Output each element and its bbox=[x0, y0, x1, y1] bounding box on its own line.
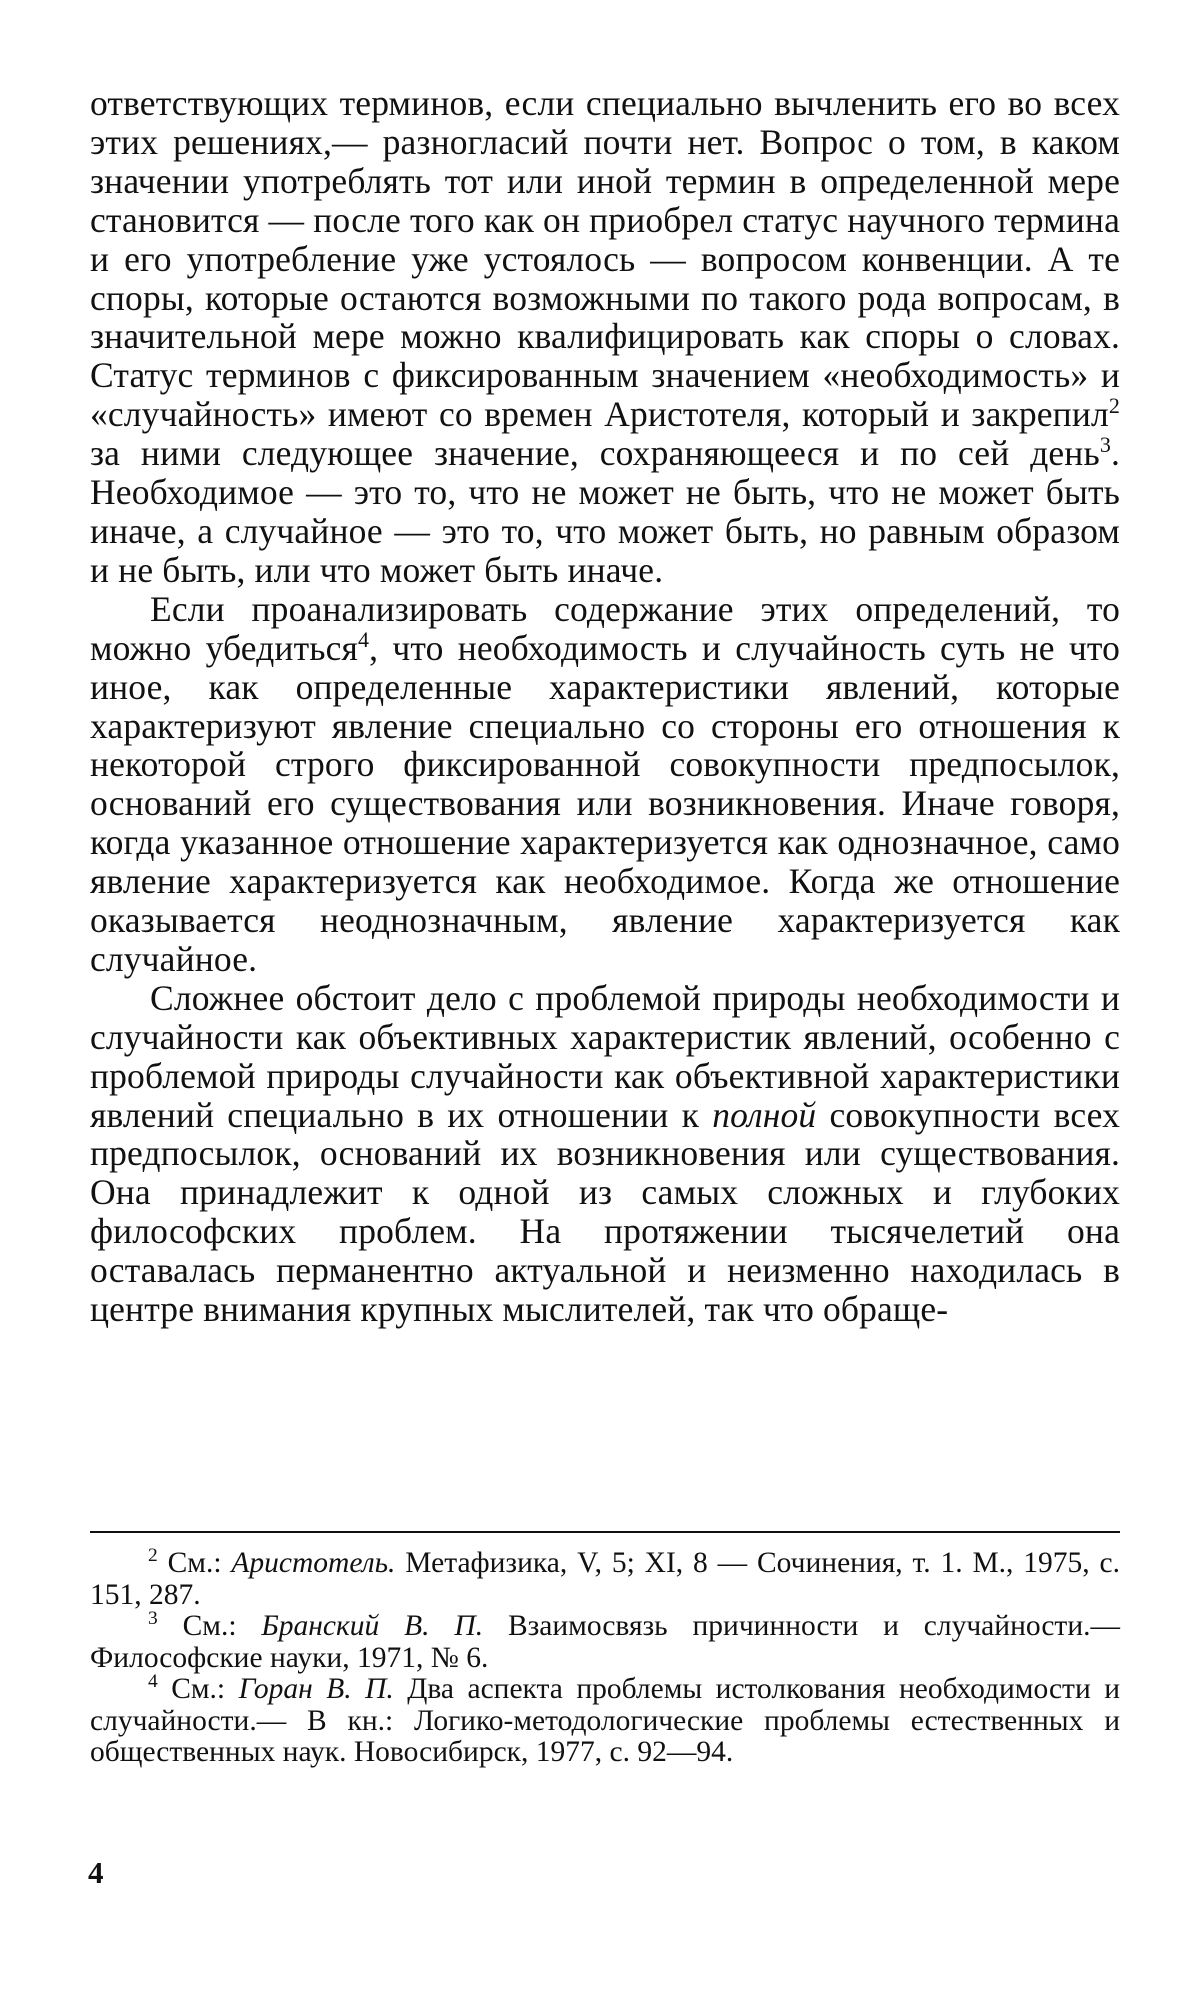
footnote-3-mark: 3 bbox=[148, 1608, 158, 1630]
page-number: 4 bbox=[88, 1855, 104, 1890]
paragraph-2 bbox=[90, 590, 1120, 979]
footnote-ref-4: 4 bbox=[357, 626, 370, 652]
footnote-4-prefix: См.: bbox=[157, 1673, 239, 1705]
footnote-4 bbox=[90, 1671, 1120, 1769]
footnote-ref-3: 3 bbox=[1099, 432, 1111, 458]
paragraph-1-text-c: . Необходимое — это то, что не может не быть, что не может быть иначе, а случайное — это то, что может быть, но равным образом и не быть, или что может быть иначе. bbox=[90, 433, 1120, 590]
paragraph-1-text-a: ответствующих терминов, если специально вычленить его во всех этих решениях,— разногласий почти нет. Вопрос о том, в каком значении употреблять тот или иной термин в определенной мере становится — после того как он приобрел статус научного термина и его употребление уже устоялось — вопросом конвенции. А те споры, которые остаются возможными по такого рода вопросам, в значительной мере можно квалифицировать как споры о словах. Статус терминов с фиксированным значением «необходимость» и «случайность» имеют со времен Аристотеля, который и закрепил bbox=[90, 83, 1120, 435]
paragraph-3-italic-word: полной bbox=[712, 1094, 817, 1135]
paragraph-3-text-a: Сложнее обстоит дело с проблемой природы необходимости и случайности как объективных характеристик явлений, особенно с проблемой природы случайности как объективной характеристики явлений специально в их отношении к bbox=[90, 977, 1120, 1135]
footnote-2-author: Аристотель. bbox=[231, 1547, 396, 1579]
main-text-block bbox=[90, 84, 1120, 1329]
footnote-ref-2: 2 bbox=[1108, 393, 1120, 419]
paragraph-1 bbox=[90, 84, 1120, 590]
footnote-3-author: Бранский В. П. bbox=[261, 1610, 484, 1642]
paragraph-1-text-b: за ними следующее значение, сохраняющееся и по сей день bbox=[90, 433, 1100, 474]
body-text bbox=[90, 84, 1120, 1329]
footnote-2-prefix: См.: bbox=[157, 1547, 232, 1579]
footnote-4-text: Два аспекта проблемы истолкования необходимости и случайности.— В кн.: Логико-методологические проблемы естественных и общественных наук. Новосибирск, 1977, с. 92—94. bbox=[90, 1673, 1120, 1768]
footnote-2 bbox=[90, 1545, 1121, 1611]
paragraph-2-text-a: Если проанализировать содержание этих определений, то можно убедиться bbox=[90, 588, 1120, 668]
footnote-2-text: Метафизика, V, 5; XI, 8 — Сочинения, т. 1. М., 1975, с. 151, 287. bbox=[90, 1547, 1121, 1611]
footnote-2-mark: 2 bbox=[148, 1545, 158, 1567]
footnote-4-author: Горан В. П. bbox=[238, 1673, 394, 1705]
footnote-divider bbox=[90, 1531, 1120, 1533]
footnote-3-prefix: См.: bbox=[157, 1610, 262, 1642]
paragraph-3 bbox=[90, 979, 1120, 1329]
paragraph-2-text-b: , что необходимость и случайность суть не что иное, как определенные характеристики явлений, которые характеризуют явление специально со стороны его отношения к некоторой строго фиксированной совокупности предпосылок, оснований его существования или возникновения. Иначе говоря, когда указанное отношение характеризуется как однозначное, само явление характеризуется как необходимое. Когда же отношение оказывается неоднозначным, явление характеризуется как случайное. bbox=[90, 627, 1120, 979]
paragraph-3-text-b: совокупности всех предпосылок, оснований их возникновения или существования. Она принадлежит к одной из самых сложных и глубоких философских проблем. На протяжении тысячелетий она оставалась перманентно актуальной и неизменно находилась в центре внимания крупных мыслителей, так что обраще- bbox=[90, 1094, 1120, 1330]
footnote-3-text: Взаимосвязь причинности и случайности.— Философские науки, 1971, № 6. bbox=[90, 1610, 1120, 1674]
footnote-4-mark: 4 bbox=[148, 1671, 158, 1693]
footnotes-block bbox=[90, 1545, 1121, 1769]
footnote-3 bbox=[90, 1608, 1120, 1674]
